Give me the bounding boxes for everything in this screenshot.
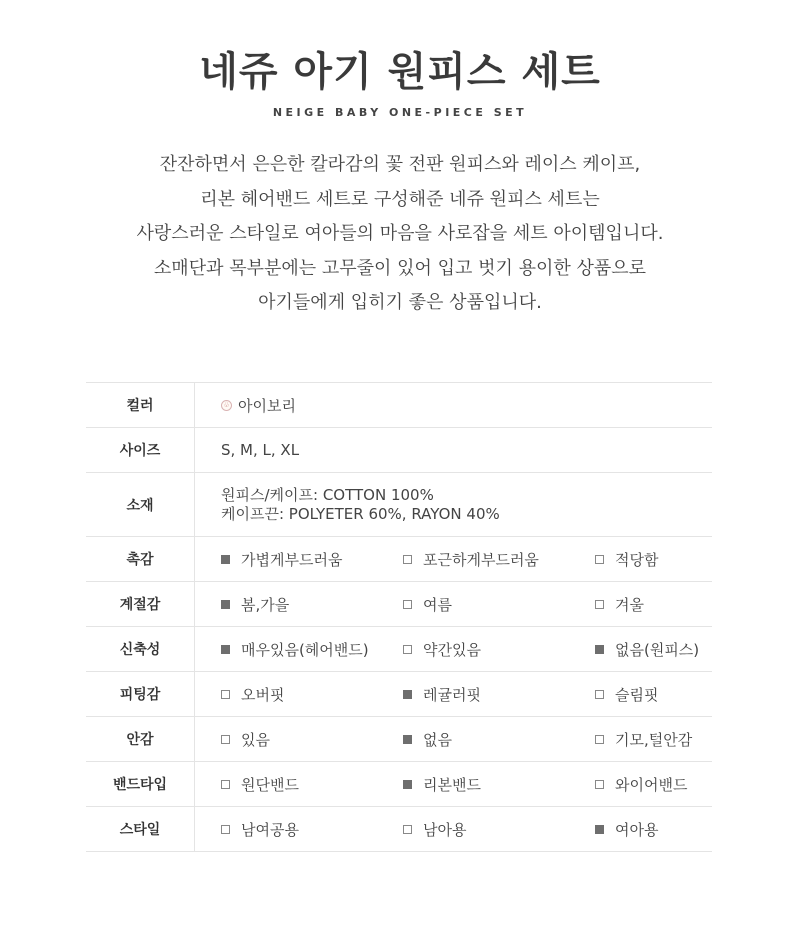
option-label: 오버핏 [241, 685, 285, 704]
unchecked-box-icon [595, 780, 604, 789]
option-item [595, 717, 692, 761]
option-item [221, 537, 342, 581]
spec-label: 안감 [86, 717, 195, 761]
spec-row-option [86, 717, 712, 762]
option-label: 여름 [423, 595, 452, 614]
spec-value [195, 537, 712, 581]
spec-table [86, 382, 712, 852]
description-line: 리본 헤어밴드 세트로 구성해준 네쥬 원피스 세트는 [200, 188, 600, 210]
unchecked-box-icon [221, 735, 230, 744]
material-line: 원피스/케이프: COTTON 100% [221, 485, 434, 504]
option-item [595, 672, 658, 716]
option-item [221, 807, 299, 851]
spec-row-size [86, 428, 712, 473]
spec-row-option [86, 537, 712, 582]
spec-row-option [86, 807, 712, 852]
description-line: 아기들에게 입히기 좋은 상품입니다. [258, 292, 542, 313]
option-item [403, 627, 481, 671]
option-item [403, 672, 481, 716]
checked-box-icon [221, 645, 230, 654]
unchecked-box-icon [403, 600, 412, 609]
spec-value: S, M, L, XL [221, 441, 300, 459]
color-name: 아이보리 [238, 396, 296, 415]
option-label: 레귤러핏 [423, 685, 481, 704]
option-item [595, 627, 699, 671]
unchecked-box-icon [595, 690, 604, 699]
spec-label: 소재 [86, 473, 195, 536]
material-line: 케이프끈: POLYETER 60%, RAYON 40% [221, 504, 500, 523]
option-item [595, 807, 658, 851]
checked-box-icon [403, 780, 412, 789]
option-label: 없음 [423, 730, 452, 749]
spec-label: 계절감 [86, 582, 195, 626]
product-description [0, 148, 800, 321]
spec-value [195, 672, 712, 716]
spec-label: 컬러 [86, 383, 195, 427]
unchecked-box-icon [403, 555, 412, 564]
option-label: 와이어밴드 [615, 775, 688, 794]
option-item [221, 717, 270, 761]
option-item [221, 627, 369, 671]
checked-box-icon [403, 690, 412, 699]
option-label: 남아용 [423, 820, 467, 839]
spec-value [195, 807, 712, 851]
option-item [403, 717, 452, 761]
option-label: 매우있음(헤어밴드) [241, 640, 369, 659]
spec-value [195, 762, 712, 806]
spec-row-option [86, 627, 712, 672]
color-swatch-icon: ♧ [221, 400, 232, 411]
unchecked-box-icon [595, 735, 604, 744]
option-item [403, 762, 481, 806]
unchecked-box-icon [221, 825, 230, 834]
option-label: 기모,털안감 [615, 730, 693, 749]
checked-box-icon [221, 600, 230, 609]
unchecked-box-icon [595, 600, 604, 609]
spec-label: 촉감 [86, 537, 195, 581]
spec-row-option [86, 582, 712, 627]
option-item [221, 672, 284, 716]
option-label: 슬림핏 [615, 685, 659, 704]
spec-value [195, 473, 712, 536]
spec-label: 스타일 [86, 807, 195, 851]
option-label: 겨울 [615, 595, 644, 614]
option-item [403, 582, 452, 626]
option-item [595, 582, 644, 626]
description-line: 사랑스러운 스타일로 여아들의 마음을 사로잡을 세트 아이템입니다. [136, 223, 664, 244]
option-item [403, 537, 539, 581]
option-label: 리본밴드 [423, 775, 481, 794]
option-label: 없음(원피스) [615, 640, 700, 659]
spec-value [195, 627, 712, 671]
spec-value [195, 582, 712, 626]
checked-box-icon [595, 645, 604, 654]
spec-row-material [86, 473, 712, 537]
spec-label: 밴드타입 [86, 762, 195, 806]
description-line: 소매단과 목부분에는 고무줄이 있어 입고 벗기 용이한 상품으로 [153, 257, 647, 279]
spec-row-color [86, 383, 712, 428]
option-label: 있음 [241, 730, 270, 749]
option-label: 봄,가을 [241, 595, 290, 614]
unchecked-box-icon [595, 555, 604, 564]
checked-box-icon [221, 555, 230, 564]
spec-label: 피팅감 [86, 672, 195, 716]
spec-value [195, 383, 712, 427]
spec-label: 신축성 [86, 627, 195, 671]
option-label: 가볍게부드러움 [241, 550, 343, 569]
option-label: 포근하게부드러움 [423, 550, 539, 569]
option-label: 남여공용 [241, 820, 299, 839]
spec-row-option [86, 672, 712, 717]
option-label: 약간있음 [423, 640, 481, 659]
option-item [221, 582, 289, 626]
checked-box-icon [403, 735, 412, 744]
option-item [595, 762, 687, 806]
option-label: 여아용 [615, 820, 659, 839]
option-label: 적당함 [615, 550, 659, 569]
page-title: 네쥬 아기 원피스 세트 [199, 49, 601, 95]
unchecked-box-icon [403, 825, 412, 834]
spec-value [195, 717, 712, 761]
option-item [595, 537, 658, 581]
option-item [403, 807, 466, 851]
unchecked-box-icon [403, 645, 412, 654]
description-line: 잔잔하면서 은은한 칼라감의 꽃 전판 원피스와 레이스 케이프, [159, 154, 641, 175]
unchecked-box-icon [221, 780, 230, 789]
checked-box-icon [595, 825, 604, 834]
spec-label: 사이즈 [86, 428, 195, 472]
option-item [221, 762, 299, 806]
option-label: 원단밴드 [241, 775, 299, 794]
page-subtitle: NEIGE BABY ONE-PIECE SET [272, 106, 528, 119]
spec-row-option [86, 762, 712, 807]
unchecked-box-icon [221, 690, 230, 699]
